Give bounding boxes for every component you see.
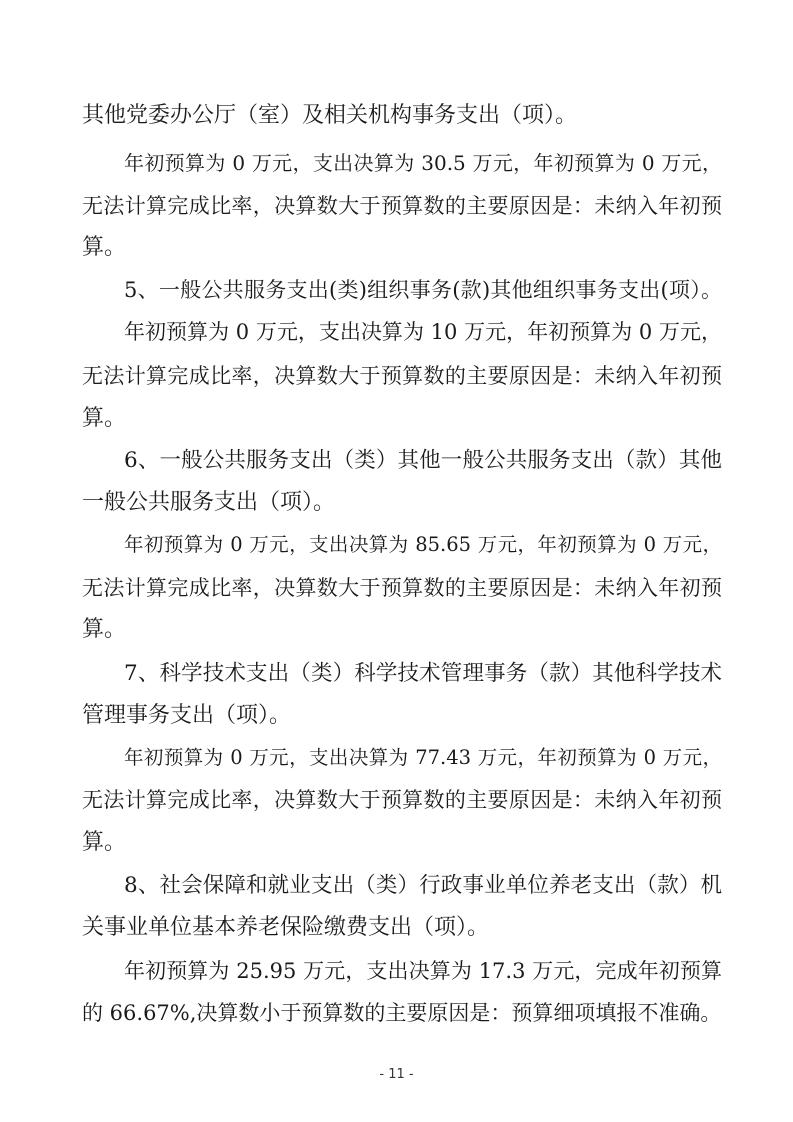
paragraph-line: 年初预算为 0 万元，支出决算为 85.65 万元，年初预算为 0 万元， <box>124 533 722 556</box>
section-heading: 6、一般公共服务支出（类）其他一般公共服务支出（款）其他 <box>124 448 722 473</box>
page-number: - 11 - <box>379 1067 414 1082</box>
paragraph-line: 年初预算为 0 万元，支出决算为 10 万元，年初预算为 0 万元， <box>124 320 722 344</box>
paragraph-line: 算。 <box>82 235 127 260</box>
paragraph-line: 算。 <box>82 617 127 642</box>
section-heading: 8、社会保障和就业支出（类）行政事业单位养老支出（款）机 <box>124 873 722 898</box>
section-heading: 一般公共服务支出（项）。 <box>82 490 336 515</box>
paragraph-line: 其他党委办公厅（室）及相关机构事务支出（项）。 <box>82 103 578 128</box>
paragraph-line: 年初预算为 0 万元，支出决算为 77.43 万元，年初预算为 0 万元， <box>124 746 722 769</box>
section-heading: 5、一般公共服务支出(类)组织事务(款)其他组织事务支出(项）。 <box>124 278 722 302</box>
paragraph-line: 算。 <box>82 406 127 431</box>
paragraph-line: 年初预算为 25.95 万元，支出决算为 17.3 万元，完成年初预算 <box>124 959 722 983</box>
section-heading: 管理事务支出（项）。 <box>82 703 292 728</box>
paragraph-line: 年初预算为 0 万元，支出决算为 30.5 万元，年初预算为 0 万元， <box>124 151 722 175</box>
section-heading: 关事业单位基本养老保险缴费支出（项）。 <box>82 915 490 940</box>
paragraph-line: 无法计算完成比率，决算数大于预算数的主要原因是：未纳入年初预 <box>82 194 722 218</box>
paragraph-line: 无法计算完成比率，决算数大于预算数的主要原因是：未纳入年初预 <box>82 788 722 812</box>
paragraph-line: 无法计算完成比率，决算数大于预算数的主要原因是：未纳入年初预 <box>82 576 722 600</box>
section-heading: 7、科学技术支出（类）科学技术管理事务（款）其他科学技术 <box>124 661 722 686</box>
paragraph-line: 的 66.67%,决算数小于预算数的主要原因是：预算细项填报不准确。 <box>82 1001 722 1025</box>
paragraph-line: 无法计算完成比率，决算数大于预算数的主要原因是：未纳入年初预 <box>82 364 722 388</box>
paragraph-line: 算。 <box>82 830 127 855</box>
